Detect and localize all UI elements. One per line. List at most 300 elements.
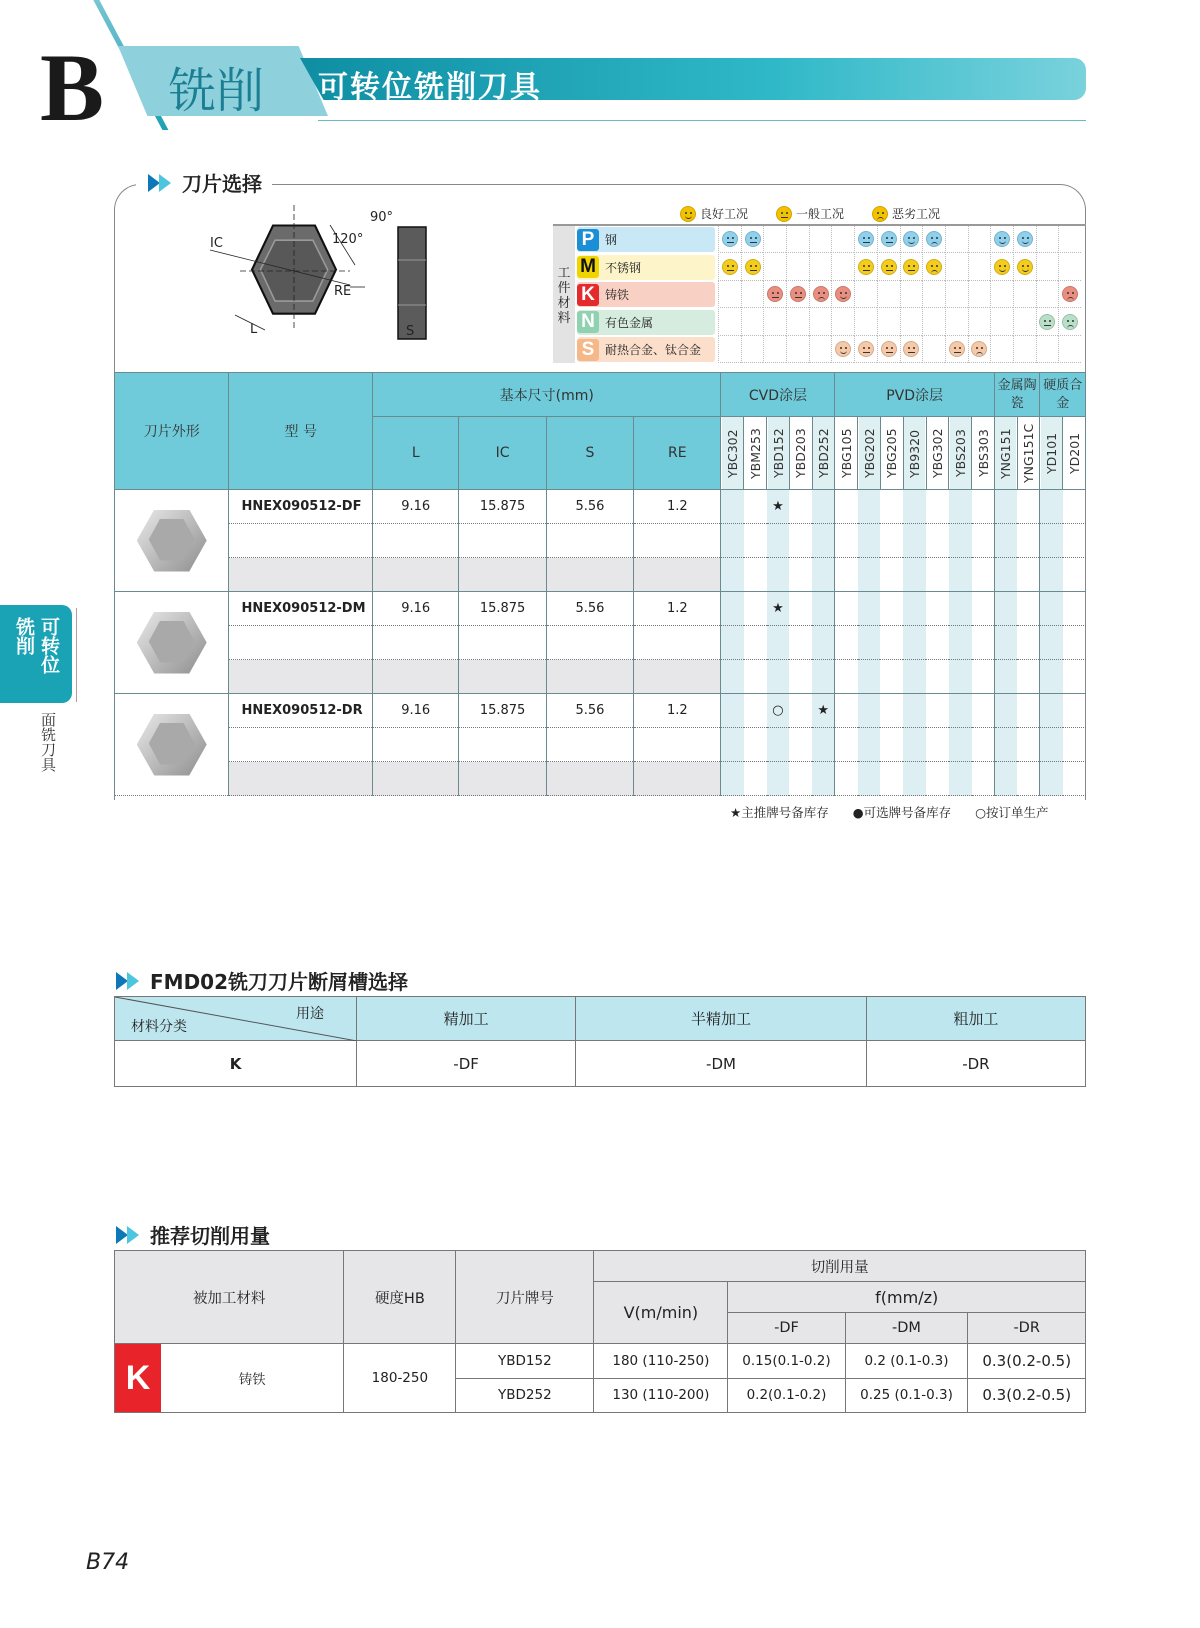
grade-col-ybd203: YBD203 (789, 417, 812, 490)
feed-df-value: 0.2(0.1-0.2) (728, 1378, 845, 1413)
stock-legend (730, 803, 1049, 821)
dim-re: 1.2 (634, 592, 721, 626)
grade-stock-cell (812, 524, 835, 558)
table-subrow (115, 728, 1086, 762)
table-subrow (115, 558, 1086, 592)
dim-s (546, 626, 633, 660)
side-tab-label-2: 铣削 (13, 617, 35, 655)
material-row-k (577, 281, 715, 308)
suitability-cell (854, 226, 877, 253)
suitability-cell (763, 254, 786, 281)
suitability-cell (786, 281, 809, 308)
smiley-bad-icon (813, 286, 829, 302)
grade-stock-cell (880, 524, 903, 558)
grade-stock-cell (972, 762, 995, 796)
grade-stock-cell (767, 660, 790, 694)
grade-stock-cell (1017, 524, 1040, 558)
material-axis-label: 工件材料 (553, 226, 575, 363)
grade-stock-cell (789, 762, 812, 796)
grade-stock-cell (789, 592, 812, 626)
grade-stock-cell (767, 762, 790, 796)
suitability-cell (741, 309, 764, 336)
material-row-s (577, 336, 715, 363)
grade-stock-cell: ○ (767, 694, 790, 728)
suitability-cell (763, 309, 786, 336)
grade-stock-cell (994, 626, 1017, 660)
suitability-cell (1036, 309, 1059, 336)
insert-shape-image (115, 592, 229, 694)
smiley-bad-icon (1062, 286, 1078, 302)
cutting-heading (114, 1220, 270, 1249)
grade-col-yb9320: YB9320 (903, 417, 926, 490)
grade-stock-cell (1017, 558, 1040, 592)
grade-stock-cell (972, 728, 995, 762)
angle-90-label: 90° (370, 210, 394, 225)
grade-stock-cell (858, 558, 881, 592)
re-label: RE (334, 284, 352, 299)
grade-stock-cell (926, 558, 949, 592)
suitability-cell (922, 309, 945, 336)
suitability-cell (900, 226, 923, 253)
grade-stock-cell (835, 762, 858, 796)
col-group-carbide: 硬质合金 (1040, 373, 1086, 417)
col-feed-dm: -DM (845, 1313, 968, 1344)
suitability-cell (922, 336, 945, 363)
grade-col-ybg302: YBG302 (926, 417, 949, 490)
legend-good: 良好工况 (680, 205, 748, 222)
grade-stock-cell (949, 626, 972, 660)
col-hardness: 硬度HB (344, 1251, 456, 1344)
grade-stock-cell (994, 660, 1017, 694)
suitability-cell (1013, 309, 1036, 336)
grade-value: YBD152 (456, 1344, 594, 1379)
grade-stock-cell (972, 490, 995, 524)
suitability-cell (990, 281, 1013, 308)
suitability-cell (854, 254, 877, 281)
suitability-cell (945, 309, 968, 336)
dim-l (373, 762, 459, 796)
grade-col-ybs203: YBS203 (949, 417, 972, 490)
grade-stock-cell (835, 558, 858, 592)
grade-stock-cell (994, 490, 1017, 524)
side-subtab-face-milling[interactable]: 面铣刀具 (39, 712, 57, 772)
dim-ic (459, 626, 546, 660)
dim-l (373, 626, 459, 660)
model-number (229, 626, 373, 660)
chipbreaker-rough: -DR (866, 1041, 1085, 1087)
grade-stock-cell (949, 660, 972, 694)
dim-s (546, 762, 633, 796)
table-subrow (115, 626, 1086, 660)
grade-stock-cell (880, 558, 903, 592)
grade-col-yd201: YD201 (1063, 417, 1086, 490)
grade-stock-cell (744, 660, 767, 694)
grade-stock-cell (1063, 592, 1086, 626)
col-feed: f(mm/z) (728, 1282, 1086, 1313)
condition-legend (680, 205, 940, 222)
s-label: S (406, 324, 415, 339)
grade-stock-cell (1063, 762, 1086, 796)
grade-stock-cell (903, 490, 926, 524)
grade-stock-cell (789, 490, 812, 524)
dim-l: 9.16 (373, 592, 459, 626)
suitability-cell (809, 309, 832, 336)
chipbreaker-table (114, 996, 1086, 1087)
page-title: 可转位铣削刀具 (318, 70, 542, 105)
material-name: 有色金属 (605, 315, 654, 330)
smiley-neutral-icon (722, 259, 738, 275)
dim-re: 1.2 (634, 694, 721, 728)
dim-s (546, 728, 633, 762)
dim-re: 1.2 (634, 490, 721, 524)
suitability-cell (741, 226, 764, 253)
col-ic: IC (459, 417, 546, 490)
grade-stock-cell (972, 626, 995, 660)
speed-value: 180 (110-250) (594, 1344, 728, 1379)
dim-re (634, 728, 721, 762)
suitability-cell (831, 336, 854, 363)
grade-stock-cell (926, 762, 949, 796)
table-subrow (115, 762, 1086, 796)
grade-stock-cell (1040, 694, 1063, 728)
grade-stock-cell (949, 762, 972, 796)
footnote-made-to-order: ○按订单生产 (975, 805, 1049, 820)
grade-stock-cell (1063, 524, 1086, 558)
grade-stock-cell (835, 626, 858, 660)
material-label (577, 227, 715, 252)
hexagon-insert-icon (137, 510, 207, 572)
suitability-cell (718, 336, 741, 363)
suitability-cell (718, 254, 741, 281)
dim-ic (459, 660, 546, 694)
double-chevron-icon (146, 174, 174, 192)
suitability-cell (809, 254, 832, 281)
chipbreaker-heading (114, 966, 408, 995)
suitability-cell (1058, 336, 1081, 363)
col-workpiece: 被加工材料 (115, 1251, 344, 1344)
col-re: RE (634, 417, 721, 490)
dim-s (546, 660, 633, 694)
grade-stock-cell (789, 524, 812, 558)
col-l: L (373, 417, 459, 490)
suitability-cell (900, 336, 923, 363)
smiley-neutral-icon (858, 341, 874, 357)
material-name: 耐热合金、钛合金 (605, 343, 702, 357)
header-underline (318, 120, 1086, 121)
dim-s: 5.56 (546, 694, 633, 728)
grade-stock-cell (994, 762, 1017, 796)
material-label (577, 310, 715, 335)
material-label (577, 255, 715, 280)
suitability-cell (1036, 281, 1059, 308)
grade-col-ybm253: YBM253 (744, 417, 767, 490)
grade-stock-cell (835, 660, 858, 694)
dim-re (634, 558, 721, 592)
model-number (229, 660, 373, 694)
grade-stock-cell (880, 592, 903, 626)
chipbreaker-finishing: -DF (357, 1041, 576, 1087)
speed-value: 130 (110-200) (594, 1378, 728, 1413)
grade-stock-cell (994, 694, 1017, 728)
grade-stock-cell (926, 694, 949, 728)
grade-stock-cell (972, 694, 995, 728)
insert-shape-image (115, 694, 229, 796)
dim-ic: 15.875 (459, 694, 546, 728)
table-row (115, 490, 1086, 524)
footnote-main-stock: ★主推牌号备库存 (730, 805, 829, 820)
dim-re (634, 626, 721, 660)
grade-stock-cell (972, 592, 995, 626)
suitability-cell (763, 336, 786, 363)
model-number (229, 728, 373, 762)
grade-stock-cell (835, 490, 858, 524)
smiley-neutral-icon (881, 259, 897, 275)
grade-stock-cell (858, 660, 881, 694)
grade-col-ybg205: YBG205 (880, 417, 903, 490)
suitability-cell (877, 336, 900, 363)
grade-stock-cell (1040, 626, 1063, 660)
grade-stock-cell (858, 626, 881, 660)
suitability-cell (809, 281, 832, 308)
suitability-cell (877, 226, 900, 253)
material-badge-cell (115, 1344, 162, 1413)
suitability-cell (831, 309, 854, 336)
grade-stock-cell (1040, 728, 1063, 762)
grade-stock-cell (744, 592, 767, 626)
material-row-p (577, 226, 715, 253)
double-chevron-icon (114, 1226, 142, 1244)
grade-stock-cell (767, 524, 790, 558)
smiley-bad-icon (971, 341, 987, 357)
grade-stock-cell (1063, 694, 1086, 728)
grade-stock-cell (1017, 490, 1040, 524)
grade-stock-cell (744, 762, 767, 796)
grade-stock-cell (721, 490, 744, 524)
grade-stock-cell (1040, 660, 1063, 694)
grade-stock-cell (835, 592, 858, 626)
grade-stock-cell (926, 626, 949, 660)
grade-stock-cell (744, 524, 767, 558)
grade-stock-cell (789, 660, 812, 694)
suitability-cell (877, 309, 900, 336)
grade-stock-cell (1040, 524, 1063, 558)
col-grade: 刀片牌号 (456, 1251, 594, 1344)
double-chevron-icon (114, 972, 142, 990)
grade-stock-cell (789, 728, 812, 762)
material-label (577, 337, 715, 362)
grade-col-yng151: YNG151 (994, 417, 1017, 490)
dim-re (634, 762, 721, 796)
col-roughing: 粗加工 (866, 997, 1085, 1041)
col-group-pvd: PVD涂层 (835, 373, 994, 417)
grade-stock-cell (880, 490, 903, 524)
suitability-cell (968, 254, 991, 281)
grade-stock-cell (721, 660, 744, 694)
grade-stock-cell (994, 524, 1017, 558)
grade-stock-cell (880, 728, 903, 762)
grade-stock-cell (1017, 762, 1040, 796)
hardness-value: 180-250 (344, 1344, 456, 1413)
suitability-cell (831, 226, 854, 253)
table-row (115, 1344, 1086, 1379)
suitability-cell (945, 281, 968, 308)
grade-col-ybg202: YBG202 (858, 417, 881, 490)
col-finishing: 精加工 (357, 997, 576, 1041)
suitability-cell (945, 226, 968, 253)
suitability-cell (741, 336, 764, 363)
grade-stock-cell (858, 524, 881, 558)
col-group-cermet: 金属陶瓷 (994, 373, 1040, 417)
insert-shape-image (115, 490, 229, 592)
grade-stock-cell (1040, 592, 1063, 626)
smiley-good-icon (994, 231, 1010, 247)
grade-stock-cell (812, 558, 835, 592)
col-feed-df: -DF (728, 1313, 845, 1344)
grade-stock-cell (789, 694, 812, 728)
smiley-bad-icon (1062, 314, 1078, 330)
smiley-neutral-icon (903, 259, 919, 275)
feed-df-value: 0.15(0.1-0.2) (728, 1344, 845, 1379)
material-class: K (115, 1041, 357, 1087)
grade-stock-cell (926, 524, 949, 558)
angle-120-label: 120° (332, 232, 364, 247)
dim-l (373, 660, 459, 694)
grade-stock-cell: ★ (767, 490, 790, 524)
grade-col-yng151c: YNG151C (1017, 417, 1040, 490)
suitability-cell (1058, 309, 1081, 336)
dim-l (373, 558, 459, 592)
col-shape: 刀片外形 (115, 373, 229, 490)
grade-col-ybd152: YBD152 (767, 417, 790, 490)
smiley-good-icon (835, 286, 851, 302)
insert-geometry-diagram (200, 205, 445, 355)
table-row (115, 592, 1086, 626)
material-name: 铸铁 (605, 288, 630, 302)
grade-stock-cell (812, 728, 835, 762)
grade-col-ybc302: YBC302 (721, 417, 744, 490)
grade-stock-cell (812, 762, 835, 796)
grade-stock-cell (767, 558, 790, 592)
smiley-good-icon (835, 341, 851, 357)
side-tab-milling[interactable] (0, 605, 72, 703)
material-code-badge: M (577, 256, 599, 278)
suitability-cell (1058, 226, 1081, 253)
suitability-cell (854, 281, 877, 308)
smiley-good-icon (994, 259, 1010, 275)
grade-stock-cell (903, 524, 926, 558)
grade-stock-cell: ★ (812, 694, 835, 728)
suitability-cell (763, 281, 786, 308)
grade-stock-cell (949, 728, 972, 762)
grade-stock-cell (880, 762, 903, 796)
suitability-cell (990, 309, 1013, 336)
grade-stock-cell (767, 728, 790, 762)
cutting-data-table (114, 1250, 1086, 1413)
grade-stock-cell (903, 592, 926, 626)
grade-stock-cell (903, 558, 926, 592)
grade-stock-cell: ★ (767, 592, 790, 626)
grade-stock-cell (880, 694, 903, 728)
smiley-neutral-icon (722, 231, 738, 247)
grade-stock-cell (858, 694, 881, 728)
section-letter: B (40, 34, 105, 141)
grade-stock-cell (767, 626, 790, 660)
material-name: 铸铁 (161, 1344, 344, 1413)
feed-dm-value: 0.25 (0.1-0.3) (845, 1378, 968, 1413)
smiley-neutral-icon (903, 341, 919, 357)
grade-stock-cell (926, 490, 949, 524)
chipbreaker-title: FMD02铣刀刀片断屑槽选择 (150, 970, 408, 994)
grade-stock-cell (835, 694, 858, 728)
suitability-cell (1036, 336, 1059, 363)
model-number (229, 762, 373, 796)
smiley-neutral-icon (881, 341, 897, 357)
insert-selection-title: 刀片选择 (182, 172, 262, 196)
ic-label: IC (210, 236, 223, 251)
suitability-cell (718, 226, 741, 253)
grade-stock-cell (721, 524, 744, 558)
smiley-neutral-icon (881, 231, 897, 247)
dim-ic (459, 728, 546, 762)
suitability-cell (741, 254, 764, 281)
col-semi-finishing: 半精加工 (576, 997, 867, 1041)
grade-col-ybs303: YBS303 (972, 417, 995, 490)
grade-stock-cell (1063, 728, 1086, 762)
suitability-cell (990, 254, 1013, 281)
dim-s: 5.56 (546, 490, 633, 524)
grade-stock-cell (744, 728, 767, 762)
feed-dm-value: 0.2 (0.1-0.3) (845, 1344, 968, 1379)
col-dimensions: 基本尺寸(mm) (373, 373, 721, 417)
smiley-neutral-icon (858, 259, 874, 275)
material-k-badge: K (115, 1344, 161, 1412)
material-row-m (577, 254, 715, 281)
smiley-neutral-icon (745, 259, 761, 275)
grade-stock-cell (903, 626, 926, 660)
corner-header: 用途 材料分类 (115, 997, 357, 1041)
suitability-cell (945, 254, 968, 281)
grade-stock-cell (926, 728, 949, 762)
suitability-cell (718, 309, 741, 336)
dim-s (546, 558, 633, 592)
material-label (577, 282, 715, 307)
dim-l: 9.16 (373, 490, 459, 524)
dim-l: 9.16 (373, 694, 459, 728)
suitability-cell (1058, 254, 1081, 281)
smiley-neutral-icon (949, 341, 965, 357)
smiley-good-icon (1017, 259, 1033, 275)
grade-stock-cell (812, 490, 835, 524)
dim-re (634, 524, 721, 558)
grade-stock-cell (721, 762, 744, 796)
grade-stock-cell (858, 490, 881, 524)
grade-stock-cell (789, 626, 812, 660)
material-code-badge: N (577, 311, 599, 333)
col-group-cvd: CVD涂层 (721, 373, 835, 417)
grade-stock-cell (721, 694, 744, 728)
suitability-cell (831, 254, 854, 281)
feed-dr-value: 0.3(0.2-0.5) (968, 1378, 1086, 1413)
grade-stock-cell (812, 626, 835, 660)
grade-stock-cell (835, 524, 858, 558)
grade-stock-cell (880, 626, 903, 660)
suitability-cell (990, 226, 1013, 253)
suitability-cell (809, 226, 832, 253)
hexagon-insert-icon (137, 714, 207, 776)
suitability-cell (968, 281, 991, 308)
grade-stock-cell (972, 660, 995, 694)
grade-stock-cell (926, 592, 949, 626)
